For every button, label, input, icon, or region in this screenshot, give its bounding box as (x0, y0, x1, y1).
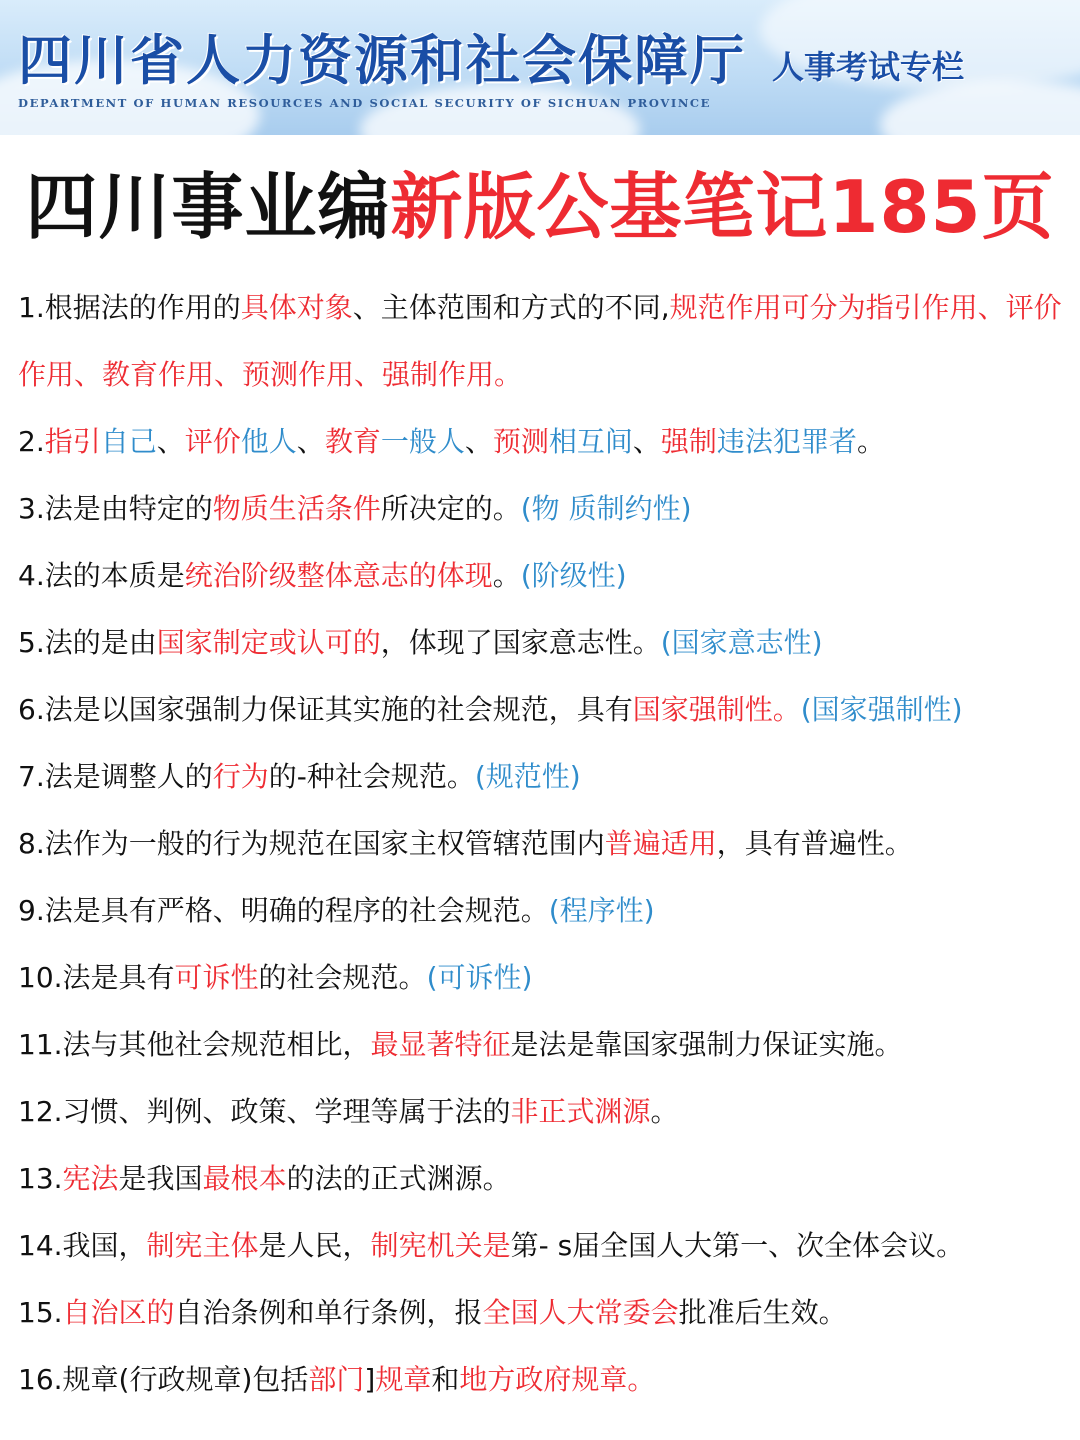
note-item (18, 475, 1068, 542)
note-highlight-red: 普遍适用 (604, 827, 717, 860)
department-title: 四川省人力资源和社会保障厅 (18, 28, 746, 92)
note-highlight-blue: (程序性) (548, 894, 655, 927)
note-item (18, 810, 1068, 877)
note-highlight-red: 规章 (375, 1363, 432, 1396)
note-text: 和 (431, 1363, 460, 1396)
note-highlight-blue: (物 质制约性) (520, 492, 692, 525)
note-highlight-red: 地方政府规章。 (459, 1363, 656, 1396)
note-item (18, 408, 1068, 475)
note-highlight-red: 具体对象 (240, 291, 353, 324)
note-text: 。 (650, 1095, 679, 1128)
note-highlight-red: 规范作用可分为指引作用、评价作用、教育作用、预测作用、强制作用。 (18, 291, 1062, 391)
note-highlight-red: 统治阶级整体意志的体现 (184, 559, 493, 592)
note-text: 自治条例和单行条例，报 (174, 1296, 483, 1329)
note-text: 13. (18, 1162, 63, 1195)
note-text: 1.根据法的作用的 (18, 291, 241, 324)
note-item (18, 676, 1068, 743)
note-text: 、主体范围和方式的不同, (352, 291, 670, 324)
header-banner (0, 0, 1080, 135)
note-text: 16.规章(行政规章)包括 (18, 1363, 309, 1396)
note-text: 是法是靠国家强制力保证实施。 (510, 1028, 903, 1061)
note-highlight-blue: 自己 (100, 425, 157, 458)
note-item (18, 1145, 1068, 1212)
note-text: 4.法的本质是 (18, 559, 185, 592)
note-item (18, 743, 1068, 810)
note-highlight-red: 评价 (184, 425, 241, 458)
note-text: 的-种社会规范。 (268, 760, 475, 793)
note-highlight-red: 最显著特征 (370, 1028, 511, 1061)
note-text: 、 (296, 425, 325, 458)
note-text: 10.法是具有 (18, 961, 175, 994)
note-text: 、 (464, 425, 493, 458)
note-highlight-red: 教育 (324, 425, 381, 458)
note-text: 所决定的。 (380, 492, 521, 525)
note-text: 。 (492, 559, 521, 592)
note-text: 8.法作为一般的行为规范在国家主权管辖范围内 (18, 827, 605, 860)
note-highlight-blue: 违法犯罪者 (716, 425, 857, 458)
note-highlight-red: 预测 (492, 425, 549, 458)
note-highlight-red: 自治区的 (62, 1296, 175, 1329)
note-highlight-red: 宪法 (62, 1162, 119, 1195)
note-highlight-red: 国家强制性。 (632, 693, 801, 726)
note-highlight-blue: 相互间 (548, 425, 633, 458)
note-text: 3.法是由特定的 (18, 492, 213, 525)
note-text: 14.我国， (18, 1229, 147, 1262)
note-text: 5.法的是由 (18, 626, 157, 659)
note-highlight-red: 制宪机关是 (370, 1229, 511, 1262)
note-highlight-red: 最根本 (202, 1162, 287, 1195)
department-english-name: DEPARTMENT OF HUMAN RESOURCES AND SOCIAL SECURITY OF SICHUAN PROVINCE (18, 96, 712, 110)
note-highlight-red: 指引 (44, 425, 101, 458)
note-text: ，具有普遍性。 (716, 827, 913, 860)
note-text: 的法的正式渊源。 (286, 1162, 511, 1195)
note-text: 的社会规范。 (258, 961, 427, 994)
note-highlight-red: 可诉性 (174, 961, 259, 994)
page-title-red: 新版公基笔记185页 (390, 165, 1055, 249)
note-item (18, 609, 1068, 676)
note-text: 12.习惯、判例、政策、学理等属于法的 (18, 1095, 511, 1128)
note-text: 。 (856, 425, 885, 458)
note-highlight-red: 制宪主体 (146, 1229, 259, 1262)
note-highlight-red: 部门 (308, 1363, 365, 1396)
note-text: 是我国 (118, 1162, 203, 1195)
note-text: 批准后生效。 (678, 1296, 847, 1329)
note-text: 9.法是具有严格、明确的程序的社会规范。 (18, 894, 549, 927)
note-highlight-red: 强制 (660, 425, 717, 458)
note-highlight-blue: (国家强制性) (800, 693, 963, 726)
note-item (18, 1212, 1068, 1279)
page-title (0, 162, 1080, 252)
note-highlight-red: 行为 (212, 760, 269, 793)
notes-list (18, 274, 1068, 1413)
note-highlight-red: 国家制定或认可的 (156, 626, 381, 659)
note-highlight-red: 全国人大常委会 (482, 1296, 679, 1329)
note-highlight-blue: 他人 (240, 425, 297, 458)
note-text: ，体现了国家意志性。 (380, 626, 661, 659)
note-highlight-blue: 一般人 (380, 425, 465, 458)
note-text: ] (364, 1363, 376, 1396)
note-item (18, 1279, 1068, 1346)
note-highlight-blue: (规范性) (474, 760, 581, 793)
note-text: 是人民， (258, 1229, 371, 1262)
note-text: 7.法是调整人的 (18, 760, 213, 793)
note-text: 11.法与其他社会规范相比， (18, 1028, 371, 1061)
note-text: 、 (632, 425, 661, 458)
note-highlight-red: 物质生活条件 (212, 492, 381, 525)
note-item (18, 274, 1068, 408)
note-item (18, 1078, 1068, 1145)
note-text: 6.法是以国家强制力保证其实施的社会规范，具有 (18, 693, 633, 726)
note-item (18, 542, 1068, 609)
note-text: 15. (18, 1296, 63, 1329)
note-item (18, 877, 1068, 944)
page-title-black: 四川事业编 (25, 165, 391, 249)
note-highlight-blue: (阶级性) (520, 559, 627, 592)
note-highlight-red: 非正式渊源 (510, 1095, 651, 1128)
exam-column-label: 人事考试专栏 (772, 48, 965, 86)
note-text: 、 (156, 425, 185, 458)
note-highlight-blue: (可诉性) (426, 961, 533, 994)
note-text: 2. (18, 425, 45, 458)
note-text: 第- s届全国人大第一、次全体会议。 (510, 1229, 965, 1262)
note-item (18, 1346, 1068, 1413)
note-item (18, 1011, 1068, 1078)
note-highlight-blue: (国家意志性) (660, 626, 823, 659)
note-item (18, 944, 1068, 1011)
